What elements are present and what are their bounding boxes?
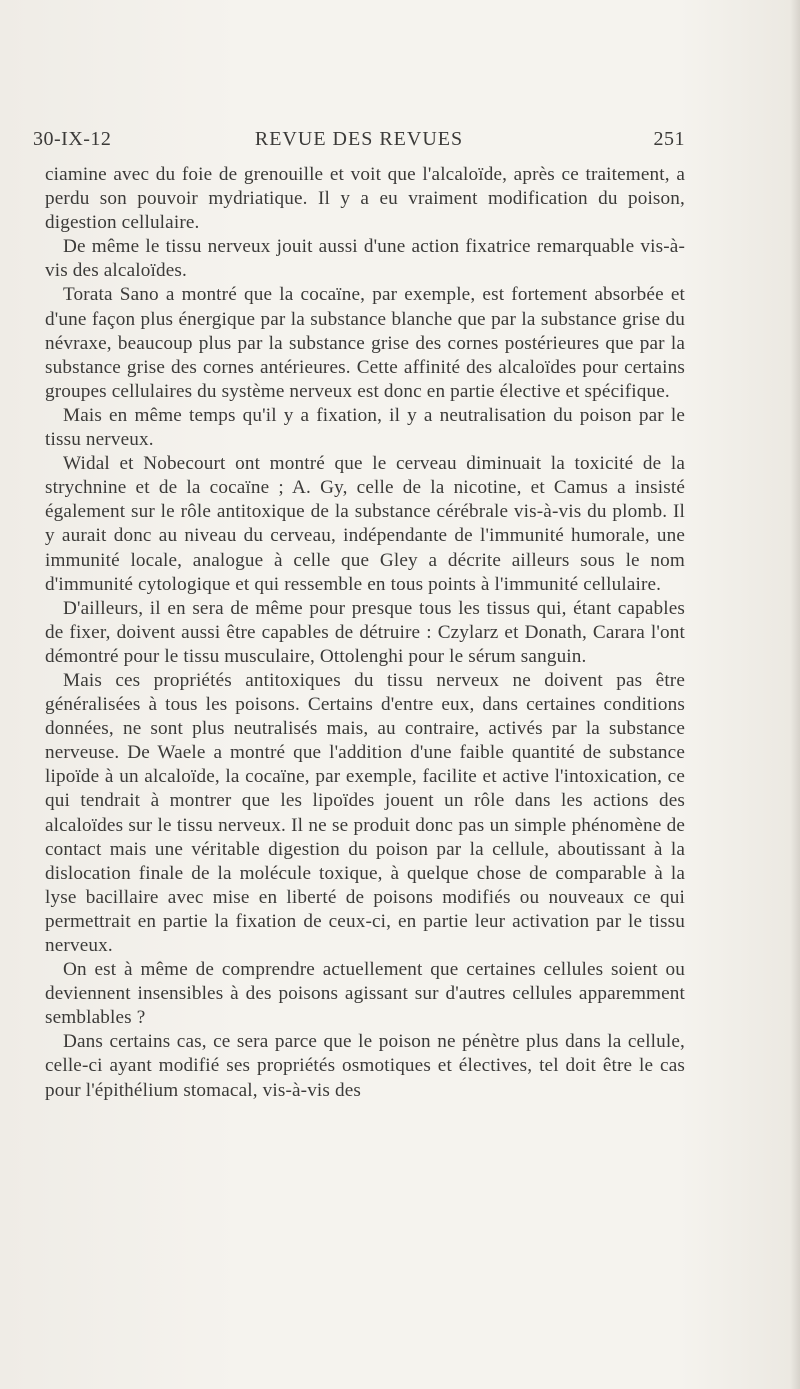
paragraph: Mais en même temps qu'il y a fixation, il y a neutralisation du poison par le tissu nerveux. [45,404,685,451]
header-date: 30-IX-12 [33,128,112,150]
running-header [33,128,685,152]
paragraph: Mais ces propriétés antitoxiques du tissu nerveux ne doivent pas être généralisées à tous les poisons. Certains d'entre eux, dans certaines conditions données, ne sont plus neutralisés mais, au contraire, activés par la substance nerveuse. De Waele a montré que l'addition d'une faible quantité de substance lipoïde à un alcaloïde, la cocaïne, par exemple, facilite et active l'intoxication, ce qui tendrait à montrer que les lipoïdes jouent un rôle dans les actions des alcaloïdes sur le tissu nerveux. Il ne se produit donc pas un simple phénomène de contact mais une véritable digestion du poison par la cellule, aboutissant à la dislocation finale de la molécule toxique, à quelque chose de comparable à la lyse bacillaire avec mise en liberté de poisons modifiés ou nouveaux ce qui permettrait en partie la fixation de ceux-ci, en partie leur activation par le tissu nerveux. [45,669,685,956]
paragraph: ciamine avec du foie de grenouille et voit que l'alcaloïde, après ce traitement, a perdu son pouvoir mydriatique. Il y a eu vraiment modification du poison, digestion cellulaire. [45,164,685,234]
paragraph: De même le tissu nerveux jouit aussi d'une action fixatrice remarquable vis-à-vis des alcaloïdes. [45,236,685,282]
page-edge-shadow [790,0,800,1389]
page-number: 251 [653,128,685,150]
paragraph: D'ailleurs, il en sera de même pour presque tous les tissus qui, étant capables de fixer, doivent aussi être capables de détruire : Czylarz et Donath, Carara l'ont démontré pour le tissu musculaire, Ottolenghi pour le sérum sanguin. [45,597,685,667]
paragraph: Dans certains cas, ce sera parce que le poison ne pénètre plus dans la cellule, celle-ci ayant modifié ses propriétés osmotiques et électives, tel doit être le cas pour l'épithélium stomacal, vis-à-vis des [45,1031,685,1101]
paragraph: Torata Sano a montré que la cocaïne, par exemple, est fortement absorbée et d'une façon plus énergique par la substance blanche que par la substance grise du névraxe, beaucoup plus par la substance grise des cornes postérieures que par la substance grise des cornes antérieures. Cette affinité des alcaloïdes pour certains groupes cellulaires du système nerveux est donc en partie élective et spécifique. [45,284,685,402]
paragraph: On est à même de comprendre actuellement que certaines cellules soient ou deviennent insensibles à des poisons agissant sur d'autres cellules apparemment semblables ? [45,959,685,1029]
header-title: REVUE DES REVUES [254,128,464,150]
body-text [45,163,685,1103]
paragraph: Widal et Nobecourt ont montré que le cerveau diminuait la toxicité de la strychnine et de la cocaïne ; A. Gy, celle de la nicotine, et Camus a insisté également sur le rôle antitoxique de la substance cérébrale vis-à-vis du plomb. Il y aurait donc au niveau du cerveau, indépendante de l'immunité humorale, une immunité locale, analogue à celle que Gley a décrite ailleurs sous le nom d'immunité cytologique et qui ressemble en tous points à l'immunité cellulaire. [45,453,685,595]
